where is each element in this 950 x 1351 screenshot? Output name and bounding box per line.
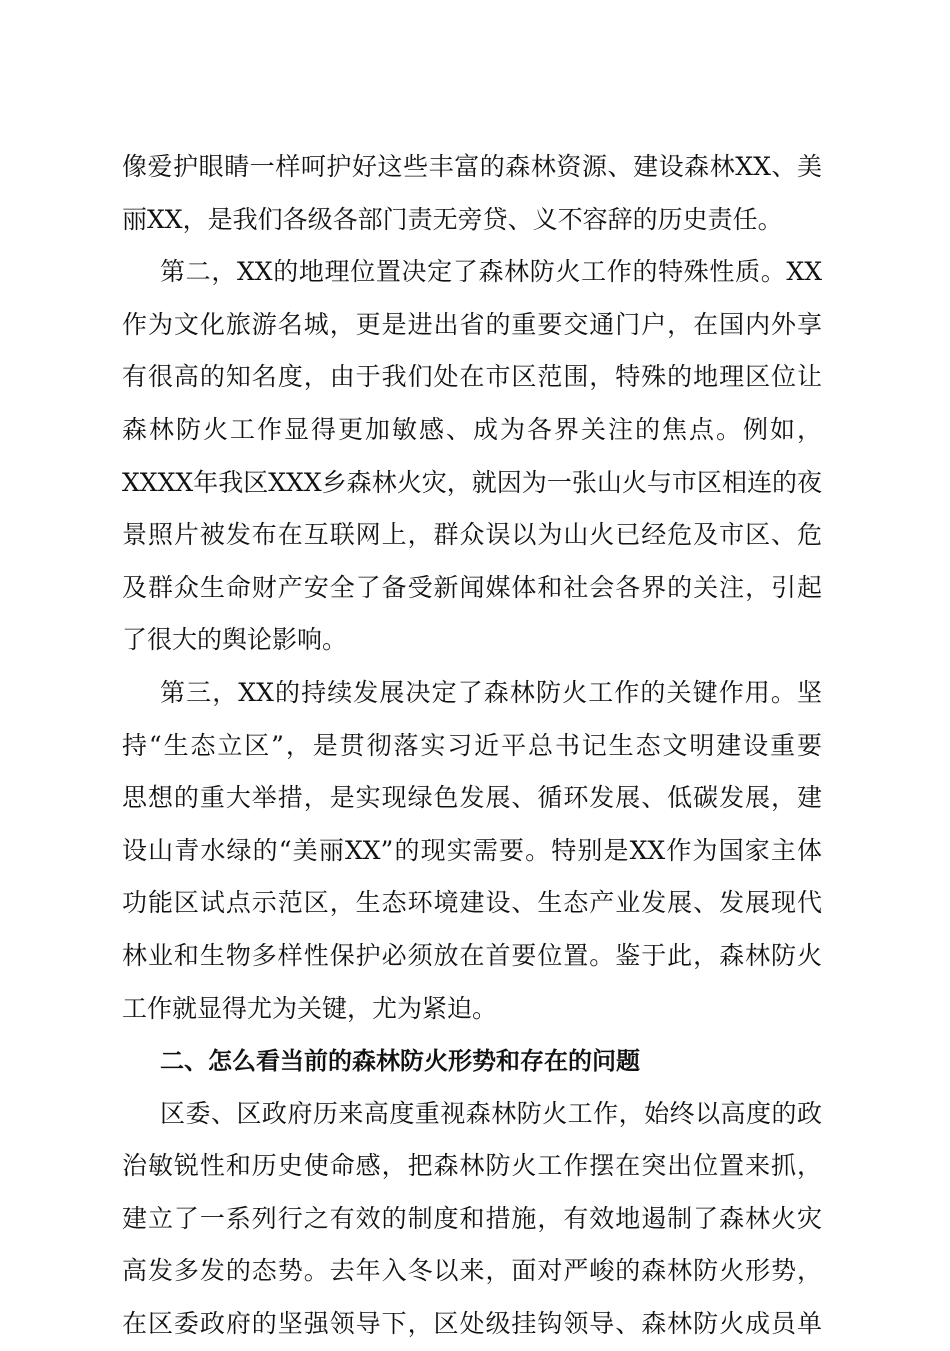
text-line: 森林防火工作显得更加敏感、成为各界关注的焦点。例如， xyxy=(122,414,822,444)
text-line: XXXX年我区XXX乡森林火灾，就因为一张山火与市区相连的夜 xyxy=(122,467,822,497)
text-line: 第二，XX的地理位置决定了森林防火工作的特殊性质。XX xyxy=(160,257,822,287)
text-line: 功能区试点示范区，生态环境建设、生态产业发展、发展现代 xyxy=(122,888,822,918)
text-line: 了很大的舆论影响。 xyxy=(122,625,348,655)
text-line: 设山青水绿的“美丽XX”的现实需要。特别是XX作为国家主体 xyxy=(122,835,822,865)
paragraph-4 xyxy=(122,1088,822,1351)
text-line: 像爱护眼睛一样呵护好这些丰富的森林资源、建设森林XX、美 xyxy=(122,152,822,181)
text-line: 在区委政府的坚强领导下，区处级挂钩领导、森林防火成员单 xyxy=(122,1309,822,1339)
text-line: 及群众生命财产安全了备受新闻媒体和社会各界的关注，引起 xyxy=(122,572,822,602)
text-line: 高发多发的态势。去年入冬以来，面对严峻的森林防火形势， xyxy=(122,1256,822,1286)
text-line: 第三，XX的持续发展决定了森林防火工作的关键作用。坚 xyxy=(160,677,822,707)
paragraph-1 xyxy=(122,141,822,246)
text-line: 治敏锐性和历史使命感，把森林防火工作摆在突出位置来抓， xyxy=(122,1151,822,1181)
document-body xyxy=(122,141,822,1351)
text-line: 思想的重大举措，是实现绿色发展、循环发展、低碳发展，建 xyxy=(122,783,822,813)
text-line: 林业和生物多样性保护必须放在首要位置。鉴于此，森林防火 xyxy=(122,940,822,970)
text-line: 区委、区政府历来高度重视森林防火工作，始终以高度的政 xyxy=(160,1098,822,1128)
text-line: 作为文化旅游名城，更是进出省的重要交通门户，在国内外享 xyxy=(122,309,822,339)
text-line: 工作就显得尤为关键，尤为紧迫。 xyxy=(122,993,498,1023)
text-line: 持“生态立区”，是贯彻落实习近平总书记生态文明建设重要 xyxy=(122,730,822,760)
text-line: 景照片被发布在互联网上，群众误以为山火已经危及市区、危 xyxy=(122,520,822,550)
text-line: 有很高的知名度，由于我们处在市区范围，特殊的地理区位让 xyxy=(122,362,822,392)
paragraph-2 xyxy=(122,246,822,667)
text-line: 丽XX，是我们各级各部门责无旁贷、义不容辞的历史责任。 xyxy=(122,204,783,234)
paragraph-3 xyxy=(122,667,822,1035)
text-line: 建立了一系列行之有效的制度和措施，有效地遏制了森林火灾 xyxy=(122,1203,822,1233)
section-heading: 二、怎么看当前的森林防火形势和存在的问题 xyxy=(160,1047,640,1076)
